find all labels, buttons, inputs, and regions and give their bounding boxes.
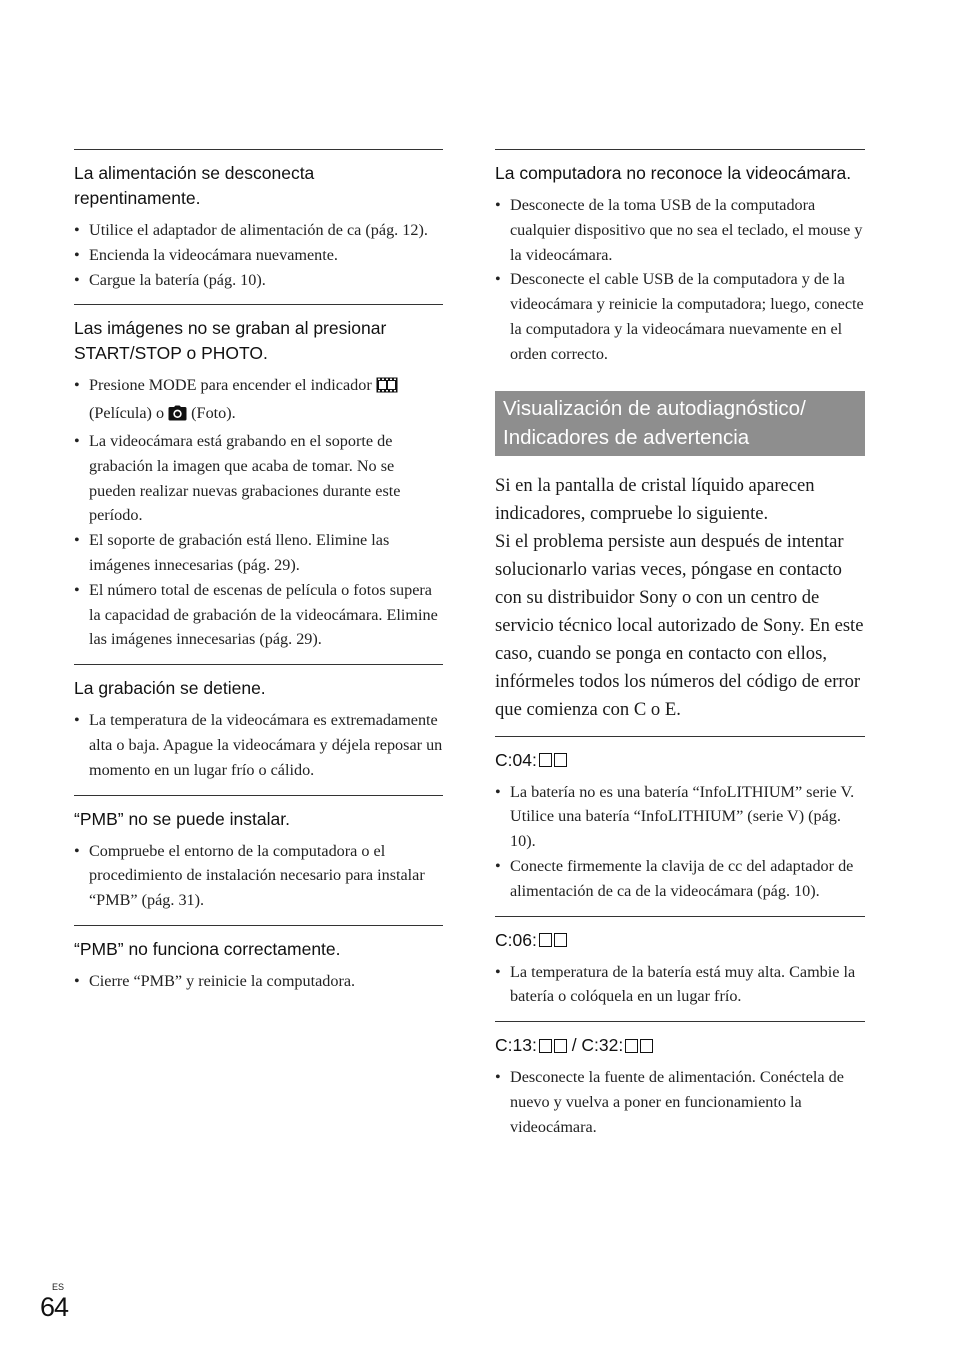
bullet-list bbox=[495, 960, 865, 1010]
list-item: • Desconecte de la toma USB de la computadora cualquier dispositivo que no sea el teclado, el mouse y la videocámara. bbox=[495, 193, 865, 267]
intro-line: Si en la pantalla de cristal líquido aparecen indicadores, compruebe lo siguiente. bbox=[495, 474, 815, 524]
list-item: • La batería no es una batería “InfoLITHIUM” serie V. Utilice una batería “InfoLITHIUM” (serie V) (pág. 10). bbox=[495, 780, 865, 854]
section-power-off bbox=[74, 149, 443, 292]
error-code-text: C:06: bbox=[495, 929, 537, 950]
page-footer bbox=[40, 1282, 68, 1322]
error-code-text: C:04: bbox=[495, 749, 537, 770]
bullet-list bbox=[495, 1065, 865, 1139]
item-text: (Foto). bbox=[191, 404, 236, 423]
bullet-list bbox=[495, 193, 865, 367]
error-code bbox=[495, 1033, 865, 1058]
intro-line: Si el problema persiste aun después de intentar solucionarlo varias veces, póngase en contacto con su distribuidor Sony o con un centro de servicio técnico local autorizado de Sony. En este caso, cuando se ponga en contacto con ellos, infórmeles todos los números del código de error que comienza con C o E. bbox=[495, 530, 864, 720]
list-item: • Compruebe el entorno de la computadora o el procedimiento de instalación necesario para instalar “PMB” (pág. 31). bbox=[74, 839, 443, 913]
section-no-recording bbox=[74, 304, 443, 652]
section-code-c06 bbox=[495, 916, 865, 1010]
intro-paragraph bbox=[495, 472, 865, 724]
film-icon bbox=[376, 376, 398, 401]
placeholder-box bbox=[539, 1039, 552, 1053]
language-code: ES bbox=[52, 1282, 65, 1292]
section-title: “PMB” no se puede instalar. bbox=[74, 808, 290, 829]
bullet-list bbox=[495, 780, 865, 904]
bullet-list bbox=[74, 969, 443, 994]
list-item: • Conecte firmemente la clavija de cc del adaptador de alimentación de ca de la videocámara (pág. 10). bbox=[495, 854, 865, 904]
page-number: 64 bbox=[40, 1292, 69, 1322]
section-title: Las imágenes no se graban al presionar START/STOP o PHOTO. bbox=[74, 318, 387, 364]
list-item: • La temperatura de la batería está muy alta. Cambie la batería o colóquela en un lugar frío. bbox=[495, 960, 865, 1010]
section-title: La computadora no reconoce la videocámara. bbox=[495, 163, 852, 183]
error-code-text: C:13: bbox=[495, 1035, 537, 1056]
list-item: • La temperatura de la videocámara es extremadamente alta o baja. Apague la videocámara y déjela reposar un momento en un lugar frío o cálido. bbox=[74, 708, 443, 782]
section-code-c04 bbox=[495, 736, 865, 904]
item-text: Presione MODE para encender el indicador bbox=[89, 376, 372, 395]
section-code-c13-c32 bbox=[495, 1021, 865, 1139]
bullet-list bbox=[74, 839, 443, 913]
placeholder-box bbox=[539, 933, 552, 947]
list-item: • Desconecte el cable USB de la computadora y de la videocámara y reinicie la computadora; luego, conecte la computadora y la videocámara nuevamente en el orden correcto. bbox=[495, 267, 865, 366]
left-column bbox=[74, 149, 443, 1006]
section-usb bbox=[495, 149, 865, 367]
section-title: La alimentación se desconecta repentinamente. bbox=[74, 163, 315, 208]
bullet-list bbox=[74, 373, 443, 652]
bullet-list bbox=[74, 708, 443, 782]
list-item bbox=[74, 373, 443, 429]
right-column bbox=[495, 149, 865, 1152]
list-item: • Cargue la batería (pág. 10). bbox=[74, 268, 443, 293]
placeholder-box bbox=[554, 933, 567, 947]
list-item: • El soporte de grabación está lleno. Elimine las imágenes innecesarias (pág. 29). bbox=[74, 528, 443, 578]
error-code-text: C:32: bbox=[581, 1035, 624, 1056]
placeholder-box bbox=[554, 1039, 567, 1053]
list-item: • El número total de escenas de película o fotos supera la capacidad de grabación de la videocámara. Elimine las imágenes innecesarias (pág. 29). bbox=[74, 578, 443, 652]
error-code bbox=[495, 748, 865, 773]
code-separator: / bbox=[566, 1035, 582, 1056]
camera-icon bbox=[168, 404, 187, 429]
list-item: • La videocámara está grabando en el soporte de grabación la imagen que acaba de tomar. No se pueden realizar nuevas grabaciones durante este período. bbox=[74, 429, 443, 528]
placeholder-box bbox=[554, 753, 567, 767]
list-item: • Encienda la videocámara nuevamente. bbox=[74, 243, 443, 268]
item-text: (Película) o bbox=[89, 404, 165, 423]
section-recording-stops bbox=[74, 664, 443, 782]
section-pmb-malfunction bbox=[74, 925, 443, 994]
placeholder-box bbox=[625, 1039, 638, 1053]
section-title: La grabación se detiene. bbox=[74, 678, 266, 699]
bullet-list bbox=[74, 218, 443, 292]
section-pmb-install bbox=[74, 795, 443, 913]
section-title: “PMB” no funciona correctamente. bbox=[74, 938, 341, 959]
section-banner: Visualización de autodiagnóstico/ Indicadores de advertencia bbox=[495, 391, 865, 456]
list-item: • Desconecte la fuente de alimentación. Conéctela de nuevo y vuelva a poner en funcionamiento la videocámara. bbox=[495, 1065, 865, 1139]
placeholder-box bbox=[640, 1039, 653, 1053]
error-code bbox=[495, 928, 865, 953]
list-item: • Utilice el adaptador de alimentación de ca (pág. 12). bbox=[74, 218, 443, 243]
placeholder-box bbox=[539, 753, 552, 767]
list-item: • Cierre “PMB” y reinicie la computadora. bbox=[74, 969, 443, 994]
